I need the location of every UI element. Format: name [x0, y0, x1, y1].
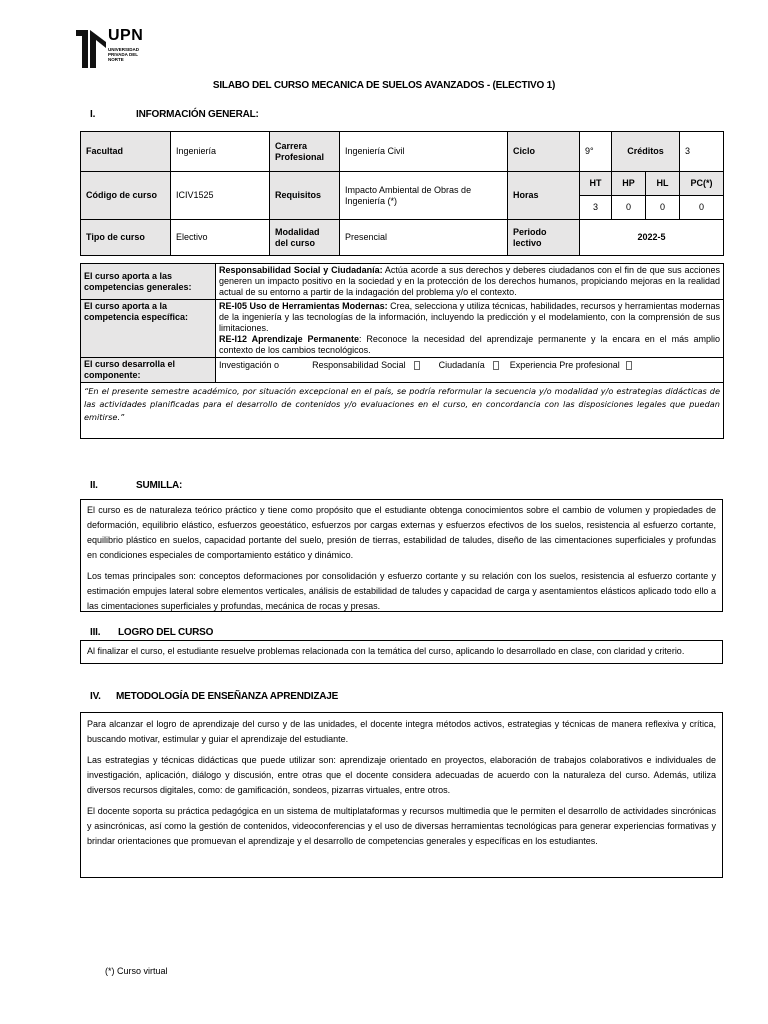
requisitos-label: Requisitos [270, 172, 340, 220]
re12-text: : Reconoce la necesidad del aprendizaje permanente y la encara en el más amplio contexto de los cambios tecnológicos. [219, 334, 720, 355]
horas-label: Horas [508, 172, 580, 220]
info-row-tipo [81, 220, 724, 256]
generales-content [216, 264, 724, 300]
footnote: (*) Curso virtual [105, 966, 168, 976]
section-4-heading [90, 691, 338, 702]
metodologia-paragraph-3: El docente soporta su práctica pedagógica en un sistema de multiplataformas y recursos multimedia que le permiten el desarrollo de actividades sincrónicas y asincrónicas, así como la gestión de contenidos, videoconferencias y el uso de diversas herramientas tecnológicas para generar experiencias formativas y brindar orientaciones que promuevan el aprendizaje y el desarrollo de competencias generales y específicas en los estudiantes. [87, 806, 716, 846]
hl-label: HL [646, 172, 680, 196]
logo-subtitle: UNIVERSIDAD PRIVADA DEL NORTE [108, 47, 140, 62]
competencies-table [80, 263, 724, 439]
ciclo-label: Ciclo [508, 132, 580, 172]
section-4-title: METODOLOGÍA DE ENSEÑANZA APRENDIZAJE [116, 691, 339, 702]
info-row-codigo [81, 172, 724, 196]
metodologia-paragraph-2: Las estrategias y técnicas didácticas que puede utilizar son: aprendizaje orientado en proyectos, elaboración de trabajos colaborativos e individuales de investigación, aplicación, diálogo y discusión, entre otras que el docente considera adecuadas de acuerdo con la naturaleza del curso. Además, utiliza diversos recursos digitales, como: de gamificación, sondeos, pizarras virtuales, entre otros. [87, 755, 716, 795]
facultad-value: Ingeniería [171, 132, 270, 172]
modalidad-label: Modalidad del curso [270, 220, 340, 256]
logo-name: UPN [108, 27, 144, 44]
especifica-content [216, 300, 724, 358]
section-3-title: LOGRO DEL CURSO [118, 627, 214, 638]
sumilla-paragraph-1: El curso es de naturaleza teórico práctico y tiene como propósito que el estudiante obtenga conocimientos sobre el cambio de volumen y propiedades de deformación, equilibrio elástico, esfuerzos geoestático, esfuerzos por cargas externas y esfuerzos efectivos de los suelos, resistencia al esfuerzo cortante, equilibrio plástico en suelos, capacidad portante del suelo, presión de tierras, estabilidad de taludes, diseño de las cimentaciones superficiales y profundas en condiciones especiales de comportamiento estático y dinámico. [87, 505, 716, 560]
periodo-value: 2022-5 [580, 220, 724, 256]
section-1-heading [90, 109, 259, 120]
componente-experiencia: Experiencia Pre profesional [509, 360, 620, 370]
ciclo-value: 9° [580, 132, 612, 172]
comp-row-note [81, 383, 724, 439]
pc-label: PC(*) [680, 172, 724, 196]
hl-value: 0 [646, 196, 680, 220]
componente-label: El curso desarrolla el componente: [81, 358, 216, 383]
logro-box [80, 640, 723, 664]
ht-label: HT [580, 172, 612, 196]
creditos-value: 3 [680, 132, 724, 172]
codigo-label: Código de curso [81, 172, 171, 220]
re05-block [219, 301, 720, 334]
pc-value: 0 [680, 196, 724, 220]
section-4-number: IV. [90, 691, 101, 702]
re12-block [219, 334, 720, 356]
especifica-label: El curso aporta a la competencia específica: [81, 300, 216, 358]
re05-text: Crea, selecciona y utiliza técnicas, habilidades, recursos y herramientas modernas de la ingeniería y las tecnologías de la información, incluyendo la predicción y el modelamiento, con la comprensión de sus limitaciones. [219, 301, 720, 333]
facultad-label: Facultad [81, 132, 171, 172]
logro-paragraph: Al finalizar el curso, el estudiante resuelve problemas relacionada con la temática del curso, aplicando lo desarrollado en clase, con claridad y criterio. [87, 646, 685, 656]
exceptional-note: “En el presente semestre académico, por situación excepcional en el país, se podría reformular la secuencia y/o modalidad y/o estrategias didácticas de las actividades planificadas para el desarrollo de contenidos y/o evaluaciones en el curso, en concordancia con las disposiciones legales que puedan emitirse.” [84, 386, 720, 422]
codigo-value: ICIV1525 [171, 172, 270, 220]
carrera-value: Ingeniería Civil [340, 132, 508, 172]
componente-responsabilidad: Responsabilidad Social [312, 360, 406, 370]
general-info-table [80, 131, 724, 256]
creditos-label: Créditos [612, 132, 680, 172]
generales-title: Responsabilidad Social y Ciudadanía: [219, 265, 383, 275]
hp-value: 0 [612, 196, 646, 220]
comp-row-generales [81, 264, 724, 300]
generales-text: Actúa acorde a sus derechos y deberes ciudadanos con el fin de que sus acciones generen un impacto positivo en la sociedad y en la protección de los derechos humanos, propiciando mejoras en la realidad actual de su entorno a partir de la indagación del problema y/o el contexto. [219, 265, 720, 297]
metodologia-paragraph-1: Para alcanzar el logro de aprendizaje del curso y de las unidades, el docente integra métodos activos, estrategias y técnicas de manera reflexiva y crítica, buscando motivar, estimular y guiar el aprendizaje del estudiante. [87, 719, 716, 744]
ht-value: 3 [580, 196, 612, 220]
generales-label: El curso aporta a las competencias generales: [81, 264, 216, 300]
componente-ciudadania: Ciudadanía [438, 360, 485, 370]
re05-title: RE-I05 Uso de Herramientas Modernas: [219, 301, 388, 311]
sumilla-paragraph-2: Los temas principales son: conceptos deformaciones por consolidación y esfuerzo cortante y su relación con los suelos, resistencia al esfuerzo cortante y estimación empujes lateral sobre elementos verticales, análisis de estabilidad de taludes y capacidad de carga y asentamientos elásticos aplicado todo ello a las cimentaciones superficiales y profundas, mecánica de rocas y presas. [87, 571, 716, 611]
sumilla-box [80, 499, 723, 612]
checkbox-icon [414, 361, 420, 370]
tipo-label: Tipo de curso [81, 220, 171, 256]
requisitos-value: Impacto Ambiental de Obras de Ingeniería (*) [340, 172, 508, 220]
note-cell [81, 383, 724, 439]
info-row-facultad [81, 132, 724, 172]
comp-row-especifica [81, 300, 724, 358]
section-2-title: SUMILLA: [136, 480, 183, 491]
componente-investigacion: Investigación o [219, 360, 280, 370]
section-1-number: I. [90, 109, 96, 120]
checkbox-icon [626, 361, 632, 370]
tipo-value: Electivo [171, 220, 270, 256]
modalidad-value: Presencial [340, 220, 508, 256]
section-3-number: III. [90, 627, 101, 638]
carrera-label: Carrera Profesional [270, 132, 340, 172]
section-2-heading [90, 480, 182, 491]
componente-options [216, 358, 724, 383]
periodo-label: Periodo lectivo [508, 220, 580, 256]
section-2-number: II. [90, 480, 98, 491]
section-1-title: INFORMACIÓN GENERAL: [136, 109, 259, 120]
comp-row-componente [81, 358, 724, 383]
section-3-heading [90, 627, 213, 638]
hp-label: HP [612, 172, 646, 196]
upn-logo-icon [76, 30, 106, 68]
checkbox-icon [493, 361, 499, 370]
upn-logo [76, 28, 156, 70]
document-title: SILABO DEL CURSO MECANICA DE SUELOS AVANZADOS - (ELECTIVO 1) [212, 80, 556, 91]
re12-title: RE-I12 Aprendizaje Permanente [219, 334, 360, 344]
metodologia-box [80, 712, 723, 878]
